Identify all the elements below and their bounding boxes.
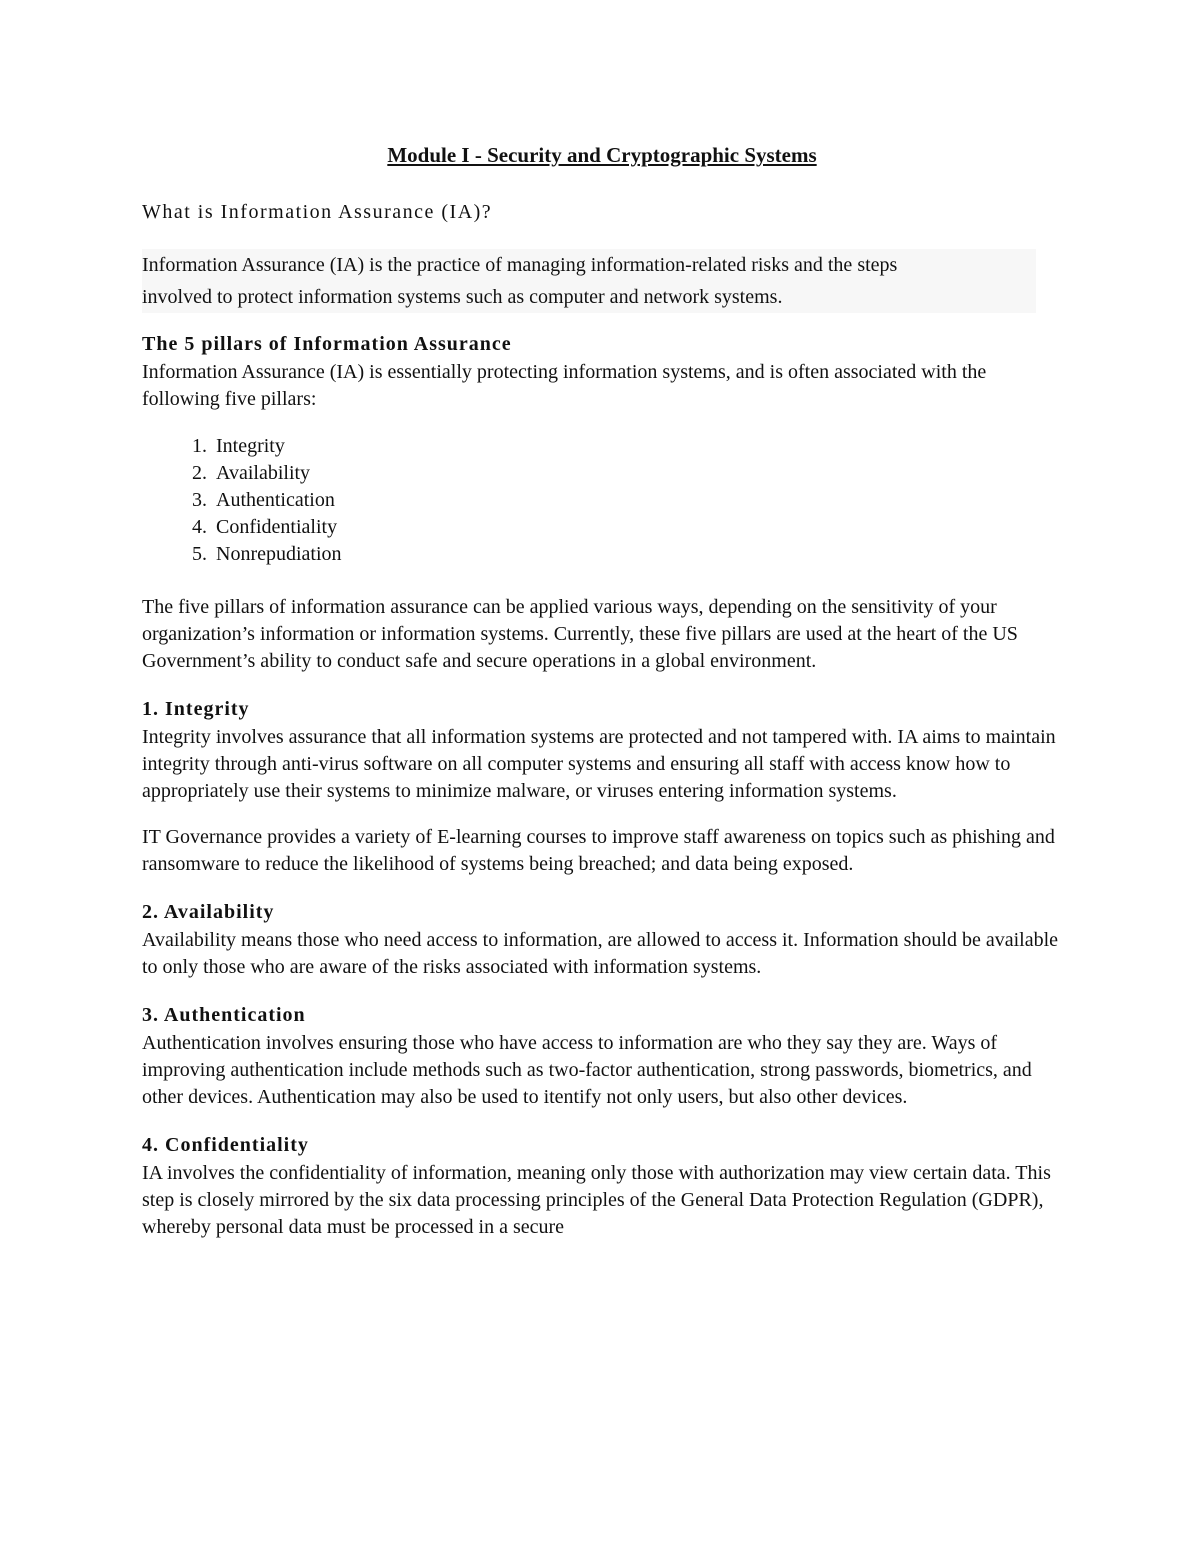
section-heading: 4. Confidentiality — [142, 1134, 309, 1156]
section-heading: 1. Integrity — [142, 698, 250, 720]
intro-line: involved to protect information systems such as computer and network systems. — [142, 281, 902, 313]
pillars-summary: The five pillars of information assurance can be applied various ways, depending on the sensitivity of your organization’s information or information systems. Currently, these five pillars are used at the heart of the US Government’s ability to conduct safe and secure operations in a global environment. — [142, 596, 1018, 672]
list-item: 5. Nonrepudiation — [212, 541, 1062, 568]
document-page — [142, 140, 1062, 1260]
section-integrity — [142, 694, 1062, 878]
section-authentication — [142, 1000, 1062, 1111]
list-item: 3. Authentication — [212, 487, 1062, 514]
section-heading: 2. Availability — [142, 901, 275, 923]
section-paragraph: Authentication involves ensuring those who have access to information are who they say they are. Ways of improving authentication include methods such as two-factor authentication, strong passwords, biometrics, and other devices. Authentication may also be used to itentify not only users, but also other devices. — [142, 1032, 1032, 1108]
question-heading: What is Information Assurance (IA)? — [142, 201, 493, 223]
section-confidentiality — [142, 1130, 1062, 1241]
list-item: 4. Confidentiality — [212, 514, 1062, 541]
section-paragraph: Integrity involves assurance that all information systems are protected and not tampered with. IA aims to maintain integrity through anti-virus software on all computer systems and ensuring all staff with access know how to appropriately use their systems to minimize malware, or viruses entering information systems. — [142, 726, 1056, 802]
section-availability — [142, 897, 1062, 981]
pillars-list — [142, 433, 1062, 568]
section-paragraph: IA involves the confidentiality of information, meaning only those with authorization may view certain data. This step is closely mirrored by the six data processing principles of the General Data Protection Regulation (GDPR), whereby personal data must be processed in a secure — [142, 1162, 1051, 1238]
section-paragraph: IT Governance provides a variety of E-learning courses to improve staff awareness on topics such as phishing and ransomware to reduce the likelihood of systems being breached; and data being exposed. — [142, 826, 1055, 875]
list-item: 2. Availability — [212, 460, 1062, 487]
section-heading: 3. Authentication — [142, 1004, 306, 1026]
document-title: Module I - Security and Cryptographic Systems — [387, 143, 817, 167]
list-item: 1. Integrity — [212, 433, 1062, 460]
pillars-heading: The 5 pillars of Information Assurance — [142, 333, 512, 355]
section-paragraph: Availability means those who need access to information, are allowed to access it. Information should be available to only those who are aware of the risks associated with information systems. — [142, 929, 1059, 978]
intro-line: Information Assurance (IA) is the practice of managing information-related risks and the steps — [142, 254, 898, 276]
intro-paragraph — [142, 249, 1036, 313]
pillars-intro: Information Assurance (IA) is essentially protecting information systems, and is often associated with the following five pillars: — [142, 361, 987, 410]
